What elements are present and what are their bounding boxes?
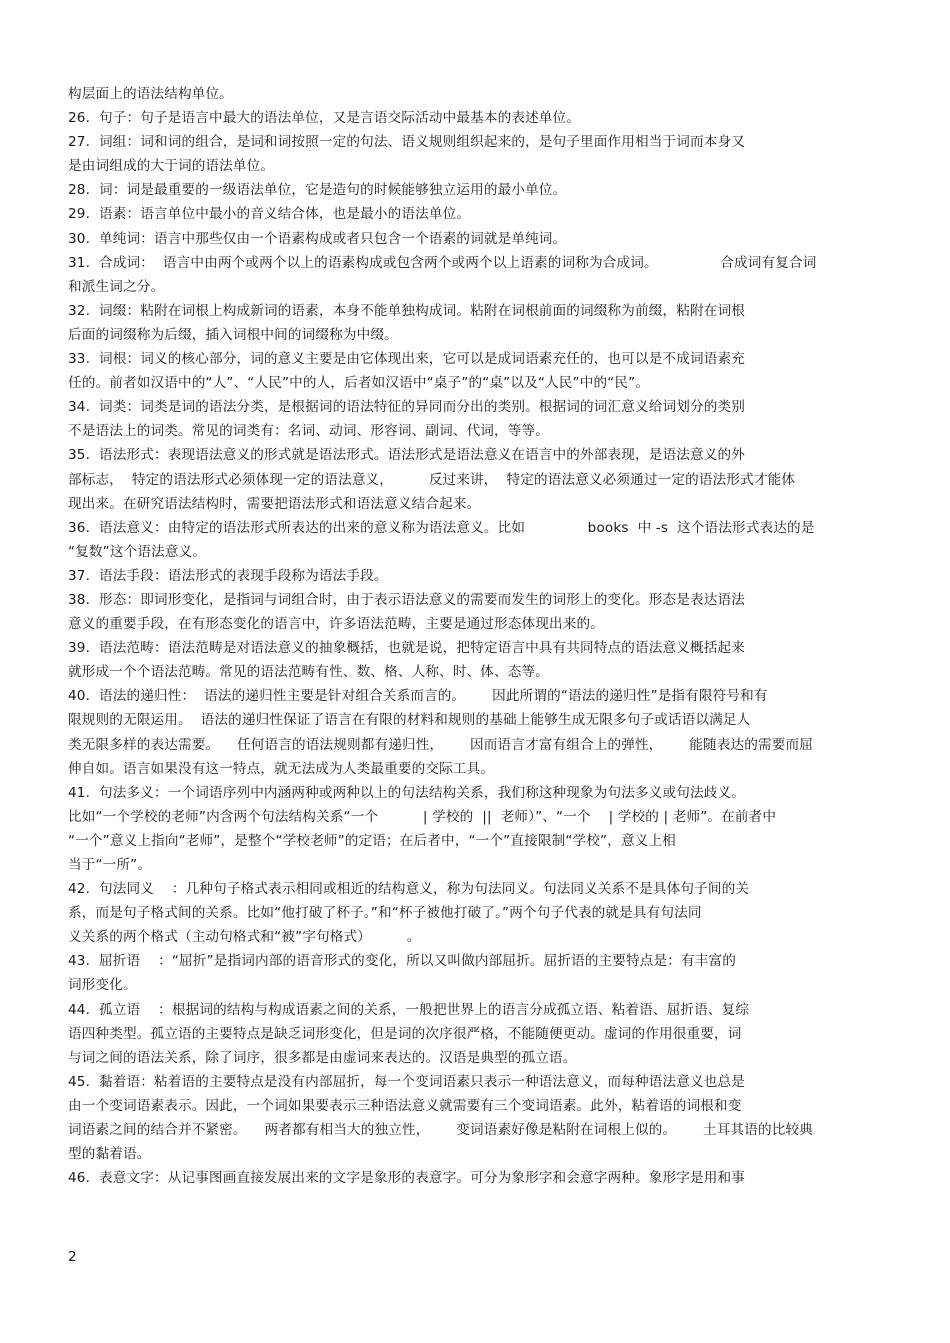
- text-line: 语四种类型。孤立语的主要特点是缺乏词形变化，但是词的次序很严格，不能随便更动。虚词的作用很重要，词: [68, 1025, 742, 1042]
- text-line: “复数”这个语法意义。: [68, 543, 207, 560]
- text-line: 44. 孤立语 ：根据词的结构与构成语素之间的关系，一般把世界上的语言分成孤立语、粘着语、屈折语、复综: [68, 1001, 750, 1018]
- text-line: 由一个变词语素表示。因此，一个词如果要表示三种语法意义就需要有三个变词语素。此外，粘着语的词根和变: [68, 1097, 742, 1114]
- text-line: 是由词组成的大于词的语法单位。: [68, 158, 275, 175]
- text-line: 与词之间的语法关系，除了词序，很多都是由虚词来表达的。汉语是典型的孤立语。: [68, 1049, 577, 1066]
- text-line: 30. 单纯词：语言中那些仅由一个语素构成或者只包含一个语素的词就是单纯词。: [68, 230, 567, 247]
- text-line: 36. 语法意义：由特定的语法形式所表达的出来的意义称为语法意义。比如 books 中 -s 这个语法形式表达的是: [68, 519, 815, 536]
- text-line: “一个”意义上指向“老师”，是整个“学校老师”的定语；在后者中，“一个”直接限制“学校”，意义上相: [68, 832, 676, 849]
- text-line: 词形变化。: [68, 977, 137, 994]
- text-line: 构层面上的语法结构单位。: [68, 86, 233, 102]
- text-line: 类无限多样的表达需要。 任何语言的语法规则都有递归性， 因而语言才富有组合上的弹性， 能随表达的需要而屈: [68, 736, 813, 753]
- text-line: 41. 句法多义：一个词语序列中内涵两种或两种以上的句法结构关系，我们称这种现象为句法多义或句法歧义。: [68, 784, 745, 801]
- text-line: 伸自如。语言如果没有这一特点，就无法成为人类最重要的交际工具。: [68, 760, 495, 777]
- text-line: 32. 词缀：粘附在词根上构成新词的语素，本身不能单独构成词。粘附在词根前面的词缀称为前缀，粘附在词根: [68, 302, 745, 319]
- text-line: 和派生词之分。: [68, 278, 165, 295]
- text-line: 46. 表意文字：从记事图画直接发展出来的文字是象形的表意字。可分为象形字和会意字两种。象形字是用和事: [68, 1170, 745, 1187]
- text-line: 35. 语法形式：表现语法意义的形式就是语法形式。语法形式是语法意义在语言中的外部表现，是语法意义的外: [68, 447, 745, 464]
- text-line: 43. 屈折语 ：“屈折”是指词内部的语音形式的变化，所以又叫做内部屈折。屈折语的主要特点是：有丰富的: [68, 953, 737, 970]
- text-line: 40. 语法的递归性： 语法的递归性主要是针对组合关系而言的。 因此所谓的“语法的递归性”是指有限符号和有: [68, 688, 768, 705]
- text-line: 45. 黏着语：粘着语的主要特点是没有内部屈折，每一个变词语素只表示一种语法意义，而每种语法意义也总是: [68, 1073, 745, 1090]
- text-line: 比如“一个学校的老师”内含两个句法结构关系“一个 | 学校的 || 老师）”、“一个 | 学校的 | 老师”。在前者中: [68, 808, 777, 825]
- text-line: 任的。前者如汉语中的“人”、“人民”中的人，后者如汉语中“桌子”的“桌”以及“人民”中的“民”。: [68, 375, 650, 392]
- text-line: 28. 词：词是最重要的一级语法单位，它是造句的时候能够独立运用的最小单位。: [68, 182, 567, 199]
- text-line: 34. 词类：词类是词的语法分类，是根据词的语法特征的异同而分出的类别。根据词的词汇意义给词划分的类别: [68, 399, 745, 416]
- page-number: 2: [68, 1249, 77, 1265]
- text-line: 当于“一所”。: [68, 857, 152, 873]
- text-line: 39. 语法范畴：语法范畴是对语法意义的抽象概括，也就是说，把特定语言中具有共同特点的语法意义概括起来: [68, 640, 745, 657]
- text-line: 37. 语法手段：语法形式的表现手段称为语法手段。: [68, 567, 388, 584]
- text-line: 现出来。在研究语法结构时，需要把语法形式和语法意义结合起来。: [68, 495, 481, 512]
- text-line: 词语素之间的结合并不紧密。 两者都有相当大的独立性， 变词语素好像是粘附在词根上似的。 土耳其语的比较典: [68, 1122, 813, 1139]
- text-line: 型的黏着语。: [68, 1146, 151, 1163]
- text-line: 不是语法上的词类。常见的词类有：名词、动词、形容词、副词、代词，等等。: [68, 423, 550, 440]
- text-line: 27. 词组：词和词的组合，是词和词按照一定的句法、语义规则组织起来的，是句子里面作用相当于词而本身又: [68, 134, 745, 151]
- text-line: 42. 句法同义 ：几种句子格式表示相同或相近的结构意义，称为句法同义。句法同义关系不是具体句子间的关: [68, 881, 750, 898]
- text-line: 38. 形态：即词形变化，是指词与词组合时，由于表示语法意义的需要而发生的词形上的变化。形态是表达语法: [68, 591, 745, 608]
- text-line: 部标志， 特定的语法形式必须体现一定的语法意义， 反过来讲， 特定的语法意义必须通过一定的语法形式才能体: [68, 471, 796, 488]
- text-line: 义关系的两个格式（主动句格式和“被”字句格式） 。: [68, 929, 421, 946]
- text-line: 限规则的无限运用。 语法的递归性保证了语言在有限的材料和规则的基础上能够生成无限多句子或话语以满足人: [68, 712, 751, 729]
- text-line: 意义的重要手段，在有形态变化的语言中，许多语法范畴，主要是通过形态体现出来的。: [68, 616, 605, 633]
- text-line: 26. 句子：句子是语言中最大的语法单位，又是言语交际活动中最基本的表述单位。: [68, 110, 581, 127]
- text-line: 就形成一个个语法范畴。常见的语法范畴有性、数、格、人称、时、体、态等。: [68, 664, 550, 681]
- text-line: 后面的词缀称为后缀，插入词根中间的词缀称为中缀。: [68, 326, 398, 343]
- text-line: 29. 语素：语言单位中最小的音义结合体，也是最小的语法单位。: [68, 206, 471, 223]
- text-body: [68, 82, 880, 1190]
- text-line: 31. 合成词： 语言中由两个或两个以上的语素构成或包含两个或两个以上语素的词称为合成词。 合成词有复合词: [68, 254, 817, 271]
- text-line: 33. 词根：词义的核心部分，词的意义主要是由它体现出来，它可以是成词语素充任的，也可以是不成词语素充: [68, 351, 745, 368]
- text-line: 系，而是句子格式间的关系。比如“他打破了杯子。”和“杯子被他打破了。”两个句子代表的就是具有句法同: [68, 905, 702, 922]
